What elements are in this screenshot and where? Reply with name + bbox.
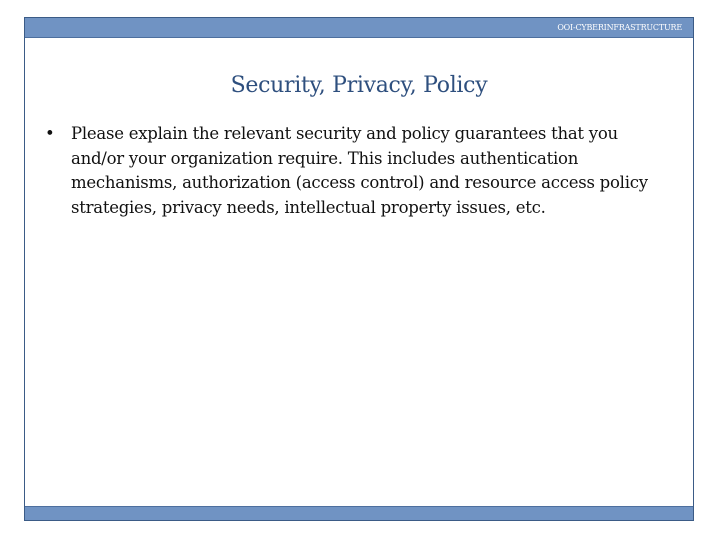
bullet-text: Please explain the relevant security and policy guarantees that you and/or your organization require. This includes authentication mechanisms, authorization (access control) and resource access policy strategies, privacy needs, intellectual property issues, etc.: [71, 124, 648, 217]
bullet-icon: •: [45, 124, 55, 143]
slide-title: Security, Privacy, Policy: [230, 73, 488, 98]
header-label: OOI-CYBERINFRASTRUCTURE: [557, 23, 682, 32]
header-bar: [25, 18, 693, 38]
footer-bar: [25, 506, 693, 520]
bullet-list: [45, 122, 675, 220]
bullet-item: [45, 122, 675, 220]
slide-frame: [24, 17, 694, 521]
